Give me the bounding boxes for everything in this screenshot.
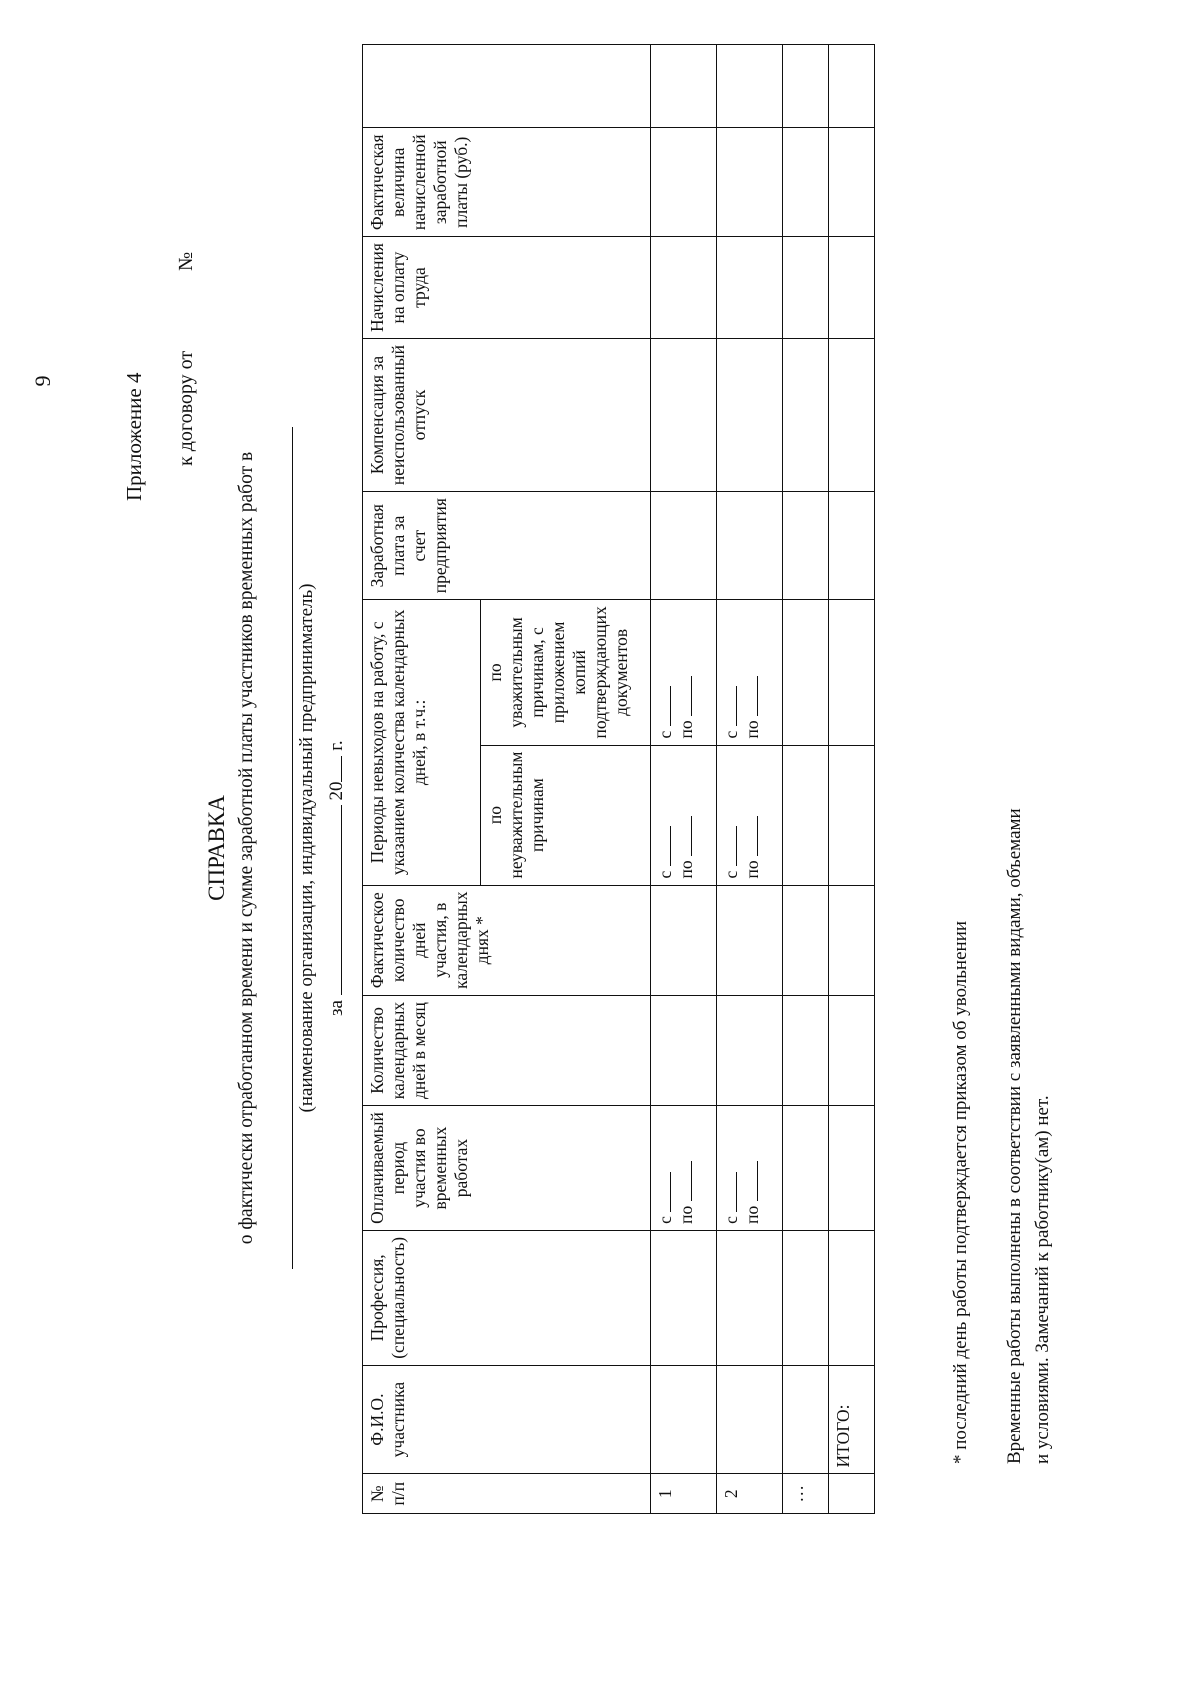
table-row bbox=[651, 45, 717, 1514]
table-row bbox=[717, 45, 783, 1514]
row-profession bbox=[717, 1230, 783, 1365]
report-table bbox=[362, 44, 875, 1514]
row-vacation-compensation bbox=[651, 339, 717, 492]
header-payroll-charges: Начисления на оплату труда bbox=[363, 237, 651, 339]
period-line bbox=[326, 740, 348, 1016]
total-label: ИТОГО: bbox=[829, 1365, 875, 1474]
row-calendar-days bbox=[651, 995, 717, 1105]
row-salary-company bbox=[717, 492, 783, 600]
row-paid-period: с по bbox=[651, 1106, 717, 1231]
year-suffix: г. bbox=[326, 740, 347, 751]
row-name bbox=[651, 1365, 717, 1474]
row-empty bbox=[651, 45, 717, 128]
organization-caption: (наименование организации, индивидуальный предприниматель) bbox=[296, 583, 317, 1113]
header-vacation-compensation: Компенсация за неиспользованный отпуск bbox=[363, 339, 651, 492]
row-absence-unexcused: с по bbox=[651, 745, 717, 885]
row-actual-days bbox=[717, 885, 783, 995]
closing-line-2: и условиями. Замечаний к работнику(ам) нет. bbox=[1032, 1095, 1053, 1464]
row-empty bbox=[717, 45, 783, 128]
footnote: * последний день работы подтверждается приказом об увольнении bbox=[950, 920, 971, 1464]
closing-line-1: Временные работы выполнены в соответствии с заявленными видами, объемами bbox=[1004, 808, 1025, 1464]
header-profession: Профессия, (специальность) bbox=[363, 1230, 651, 1365]
page-number: 9 bbox=[30, 375, 55, 387]
row-actual-salary bbox=[717, 128, 783, 237]
total-row bbox=[829, 45, 875, 1514]
row-num: 2 bbox=[717, 1474, 783, 1514]
row-num: 1 bbox=[651, 1474, 717, 1514]
row-num: … bbox=[783, 1474, 829, 1514]
row-actual-salary bbox=[651, 128, 717, 237]
header-paid-period: Оплачиваемый период участия во временных работах bbox=[363, 1106, 651, 1231]
year-blank bbox=[341, 756, 342, 782]
header-actual-days: Фактическое количество дней участия, в календарных днях * bbox=[363, 885, 651, 995]
row-paid-period: с по bbox=[717, 1106, 783, 1231]
header-absence-excused: по уважительным причинам, с приложением копий подтверждающих документов bbox=[481, 600, 651, 745]
document-subtitle bbox=[236, 0, 258, 1696]
row-absence-excused: с по bbox=[651, 600, 717, 745]
header-actual-salary: Фактическая величина начисленной заработной платы (руб.) bbox=[363, 128, 651, 237]
table-row bbox=[783, 45, 829, 1514]
row-name bbox=[717, 1365, 783, 1474]
row-vacation-compensation bbox=[717, 339, 783, 492]
subtitle-text: о фактически отработанном времени и сумме заработной платы участников временных работ в bbox=[236, 451, 257, 1245]
document-title: СПРАВКА bbox=[204, 795, 229, 901]
row-salary-company bbox=[651, 492, 717, 600]
row-absence-unexcused: с по bbox=[717, 745, 783, 885]
contract-number-label: № bbox=[175, 251, 197, 271]
row-absence-excused: с по bbox=[717, 600, 783, 745]
header-calendar-days: Количество календарных дней в месяц bbox=[363, 995, 651, 1105]
appendix-title: Приложение 4 bbox=[122, 372, 146, 501]
header-num: № п/п bbox=[363, 1474, 651, 1514]
contract-prefix: к договору от bbox=[175, 350, 197, 466]
total-num bbox=[829, 1474, 875, 1514]
year-prefix: 20 bbox=[326, 781, 347, 801]
row-payroll-charges bbox=[717, 237, 783, 339]
row-actual-days bbox=[651, 885, 717, 995]
header-absence: Периоды невыходов на работу, с указанием количества календарных дней, в т.ч.: bbox=[363, 600, 481, 885]
header-name: Ф.И.О. участника bbox=[363, 1365, 651, 1474]
header-absence-unexcused: по неуважительным причинам bbox=[481, 745, 651, 885]
header-salary-company: Заработная плата за счет предприятия bbox=[363, 492, 651, 600]
header-empty bbox=[363, 45, 651, 128]
month-blank bbox=[341, 805, 342, 995]
row-payroll-charges bbox=[651, 237, 717, 339]
row-profession bbox=[651, 1230, 717, 1365]
period-prefix: за bbox=[326, 1000, 347, 1016]
organization-name-line bbox=[292, 427, 293, 1269]
row-calendar-days bbox=[717, 995, 783, 1105]
